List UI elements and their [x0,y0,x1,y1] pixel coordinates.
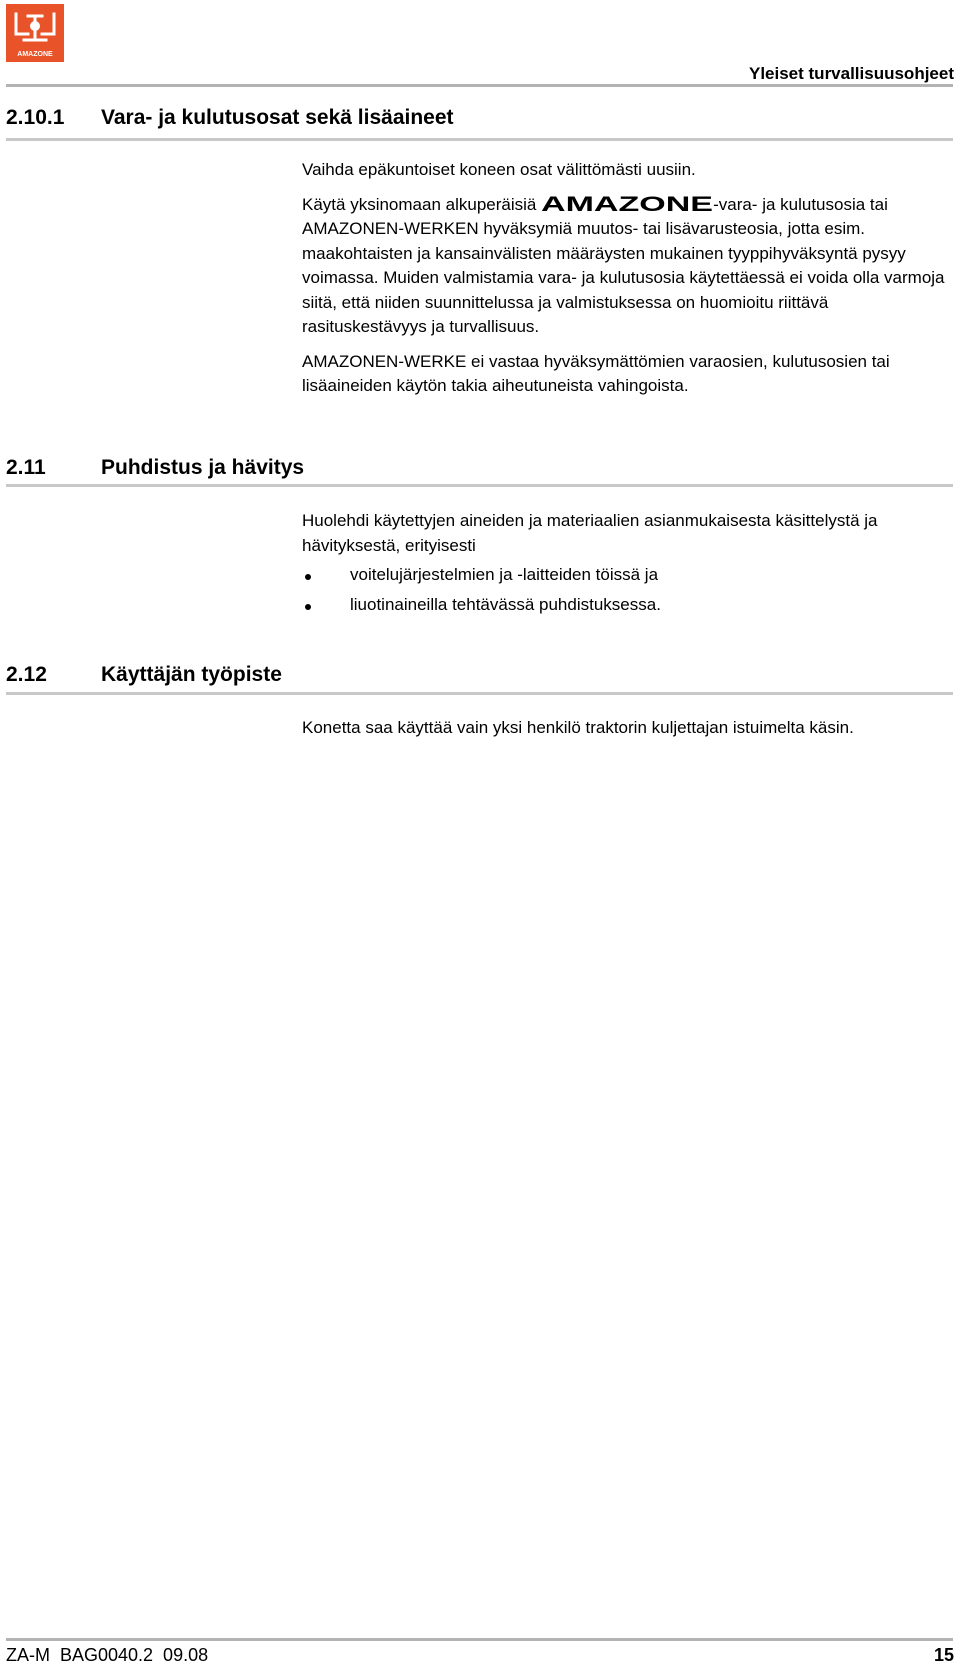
page-number: 15 [933,1645,954,1665]
section-divider [6,138,953,141]
section-number: 2.11 [6,456,46,479]
section-number: 2.10.1 [6,106,65,129]
footer-doc-code: ZA-M BAG0040.2 09.08 [6,1645,209,1665]
footer-divider [6,1638,953,1641]
paragraph: AMAZONEN-WERKE ei vastaa hyväksymättömien varaosien, kulutusosien tai lisäaineiden käytön takia aiheutuneista vahingoista. [302,351,890,395]
paragraph: Vaihda epäkuntoiset koneen osat välittömästi uusiin. [302,160,696,179]
logo-wordmark: AMAZONE [17,51,53,58]
section-body-2-12 [302,716,957,741]
svg-text:AMAZONE: AMAZONE [541,194,714,213]
amazone-wordmark-icon [541,195,713,213]
paragraph: Huolehdi käytettyjen aineiden ja materiaalien asianmukaisesta käsittelystä ja hävityksestä, erityisesti [302,511,878,555]
bullet-icon [305,604,311,610]
section-number: 2.12 [6,663,47,686]
bullet-icon [305,574,311,580]
amazone-logo [6,4,64,62]
bullet-list [302,563,957,617]
paragraph: Konetta saa käyttää vain yksi henkilö traktorin kuljettajan istuimelta käsin. [302,718,854,737]
paragraph: Käytä yksinomaan alkuperäisiä AMAZONE -vara- ja kulutusosia tai AMAZONEN-WERKEN hyväksymiä muutos- tai lisävarusteosia, jotta esim. maakohtaisten ja kansainvälisten määräysten mukainen tyyppihyväksyntä pysyy voimassa. Muiden valmistamia vara- ja kulutusosia käytettäessä ei voida olla varmoja siitä, että niiden suunnittelussa ja valmistuksessa on huomioitu riittävä rasituskestävyys ja turvallisuus. [302,194,945,336]
list-item: voitelujärjestelmien ja -laitteiden töissä ja [302,563,957,588]
section-body-2-11 [302,509,957,617]
section-title: Käyttäjän työpiste [101,663,282,686]
section-divider [6,484,953,487]
list-item: liuotinaineilla tehtävässä puhdistuksessa. [302,593,957,618]
tractor-logo-icon [6,4,64,62]
section-divider [6,692,953,695]
section-title: Vara- ja kulutusosat sekä lisäaineet [101,106,454,129]
header-divider [6,84,953,87]
section-body-2-10-1 [302,158,957,399]
page-header-title: Yleiset turvallisuusohjeet [748,64,954,83]
section-title: Puhdistus ja hävitys [101,456,305,479]
